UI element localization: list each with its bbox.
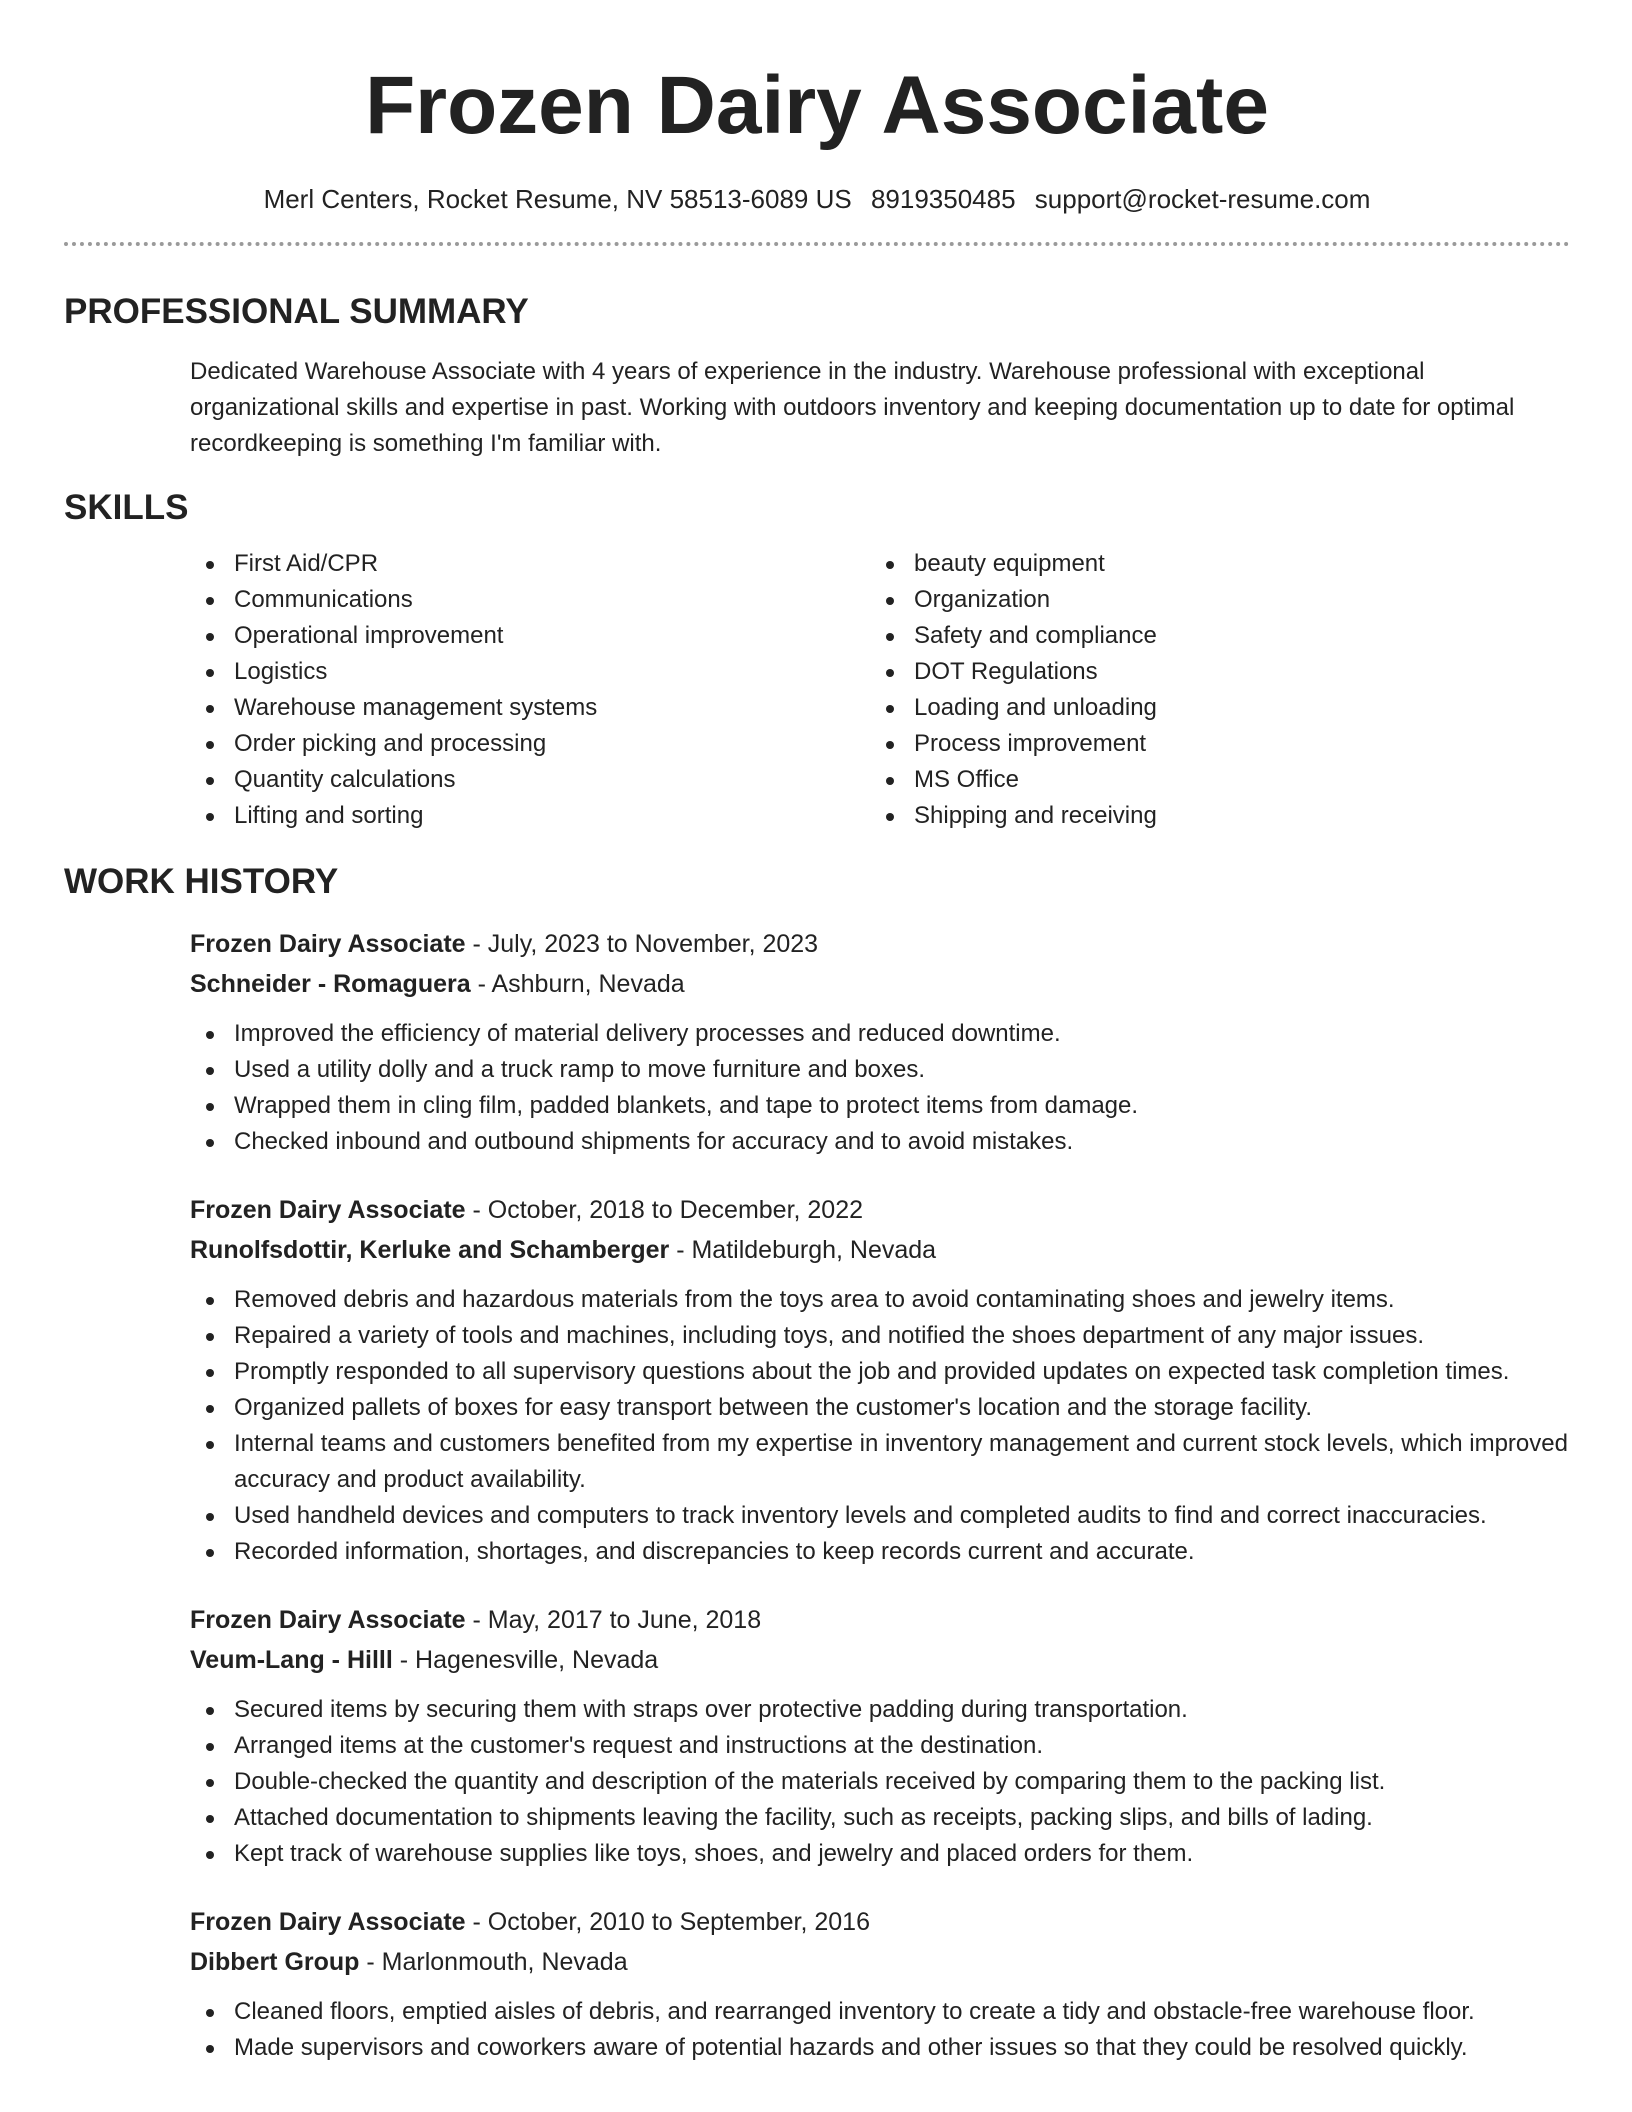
job-bullets [190, 1994, 1590, 2066]
job-bullet: Secured items by securing them with straps over protective padding during transportation. [190, 1692, 1590, 1728]
contact-address: Merl Centers, Rocket Resume, NV 58513-6089 US [263, 184, 852, 214]
resume-page [64, 0, 1570, 2066]
skill-item: MS Office [870, 762, 1550, 798]
work-history-section [64, 860, 1570, 2066]
skills-heading: SKILLS [64, 488, 189, 527]
contact-phone: 8919350485 [870, 184, 1016, 214]
resume-title: Frozen Dairy Associate [365, 60, 1269, 151]
skill-item: beauty equipment [870, 546, 1550, 582]
skill-item: Quantity calculations [190, 762, 870, 798]
skills-right-column [870, 546, 1550, 834]
skill-item: Safety and compliance [870, 618, 1550, 654]
job-location: - Matildeburgh, Nevada [669, 1236, 937, 1264]
job-title: Frozen Dairy Associate [190, 1606, 466, 1634]
job-company: Veum-Lang - Hilll [190, 1646, 393, 1674]
job-title: Frozen Dairy Associate [190, 930, 466, 958]
job-bullet: Promptly responded to all supervisory questions about the job and provided updates on expected task completion times. [190, 1354, 1590, 1390]
summary-heading: PROFESSIONAL SUMMARY [64, 292, 529, 331]
skills-columns [190, 546, 1570, 834]
skill-item: Lifting and sorting [190, 798, 870, 834]
job-bullet: Arranged items at the customer's request and instructions at the destination. [190, 1728, 1590, 1764]
job-bullet: Removed debris and hazardous materials from the toys area to avoid contaminating shoes and jewelry items. [190, 1282, 1590, 1318]
job-bullet: Organized pallets of boxes for easy transport between the customer's location and the storage facility. [190, 1390, 1590, 1426]
job-bullet: Cleaned floors, emptied aisles of debris, and rearranged inventory to create a tidy and obstacle-free warehouse floor. [190, 1994, 1590, 2030]
skill-item: Process improvement [870, 726, 1550, 762]
skill-item: Warehouse management systems [190, 690, 870, 726]
job-bullet: Kept track of warehouse supplies like toys, shoes, and jewelry and placed orders for them. [190, 1836, 1590, 1872]
skills-section [64, 486, 1570, 834]
job-location: - Ashburn, Nevada [470, 970, 685, 998]
job-title-line [190, 924, 1570, 964]
header-divider [64, 242, 1570, 246]
skill-item: Operational improvement [190, 618, 870, 654]
job-company-line [190, 964, 1570, 1004]
skill-item: DOT Regulations [870, 654, 1550, 690]
job-bullet: Made supervisors and coworkers aware of potential hazards and other issues so that they could be resolved quickly. [190, 2030, 1590, 2066]
summary-section [64, 290, 1570, 462]
job-bullet: Internal teams and customers benefited from my expertise in inventory management and current stock levels, which improved accuracy and product availability. [190, 1426, 1590, 1498]
skill-item: Logistics [190, 654, 870, 690]
job-entry [190, 1190, 1570, 1570]
skill-item: Organization [870, 582, 1550, 618]
skill-item: First Aid/CPR [190, 546, 870, 582]
job-bullet: Wrapped them in cling film, padded blankets, and tape to protect items from damage. [190, 1088, 1590, 1124]
job-company-line [190, 1942, 1570, 1982]
job-location: - Marlonmouth, Nevada [359, 1948, 628, 1976]
job-company-line [190, 1640, 1570, 1680]
job-title-line [190, 1902, 1570, 1942]
job-bullet: Recorded information, shortages, and discrepancies to keep records current and accurate. [190, 1534, 1590, 1570]
job-bullet: Used handheld devices and computers to track inventory levels and completed audits to find and correct inaccuracies. [190, 1498, 1590, 1534]
skill-item: Shipping and receiving [870, 798, 1550, 834]
job-entry [190, 924, 1570, 1160]
contact-email: support@rocket-resume.com [1034, 184, 1371, 214]
job-title-line [190, 1190, 1570, 1230]
job-bullets [190, 1016, 1590, 1160]
job-bullet: Used a utility dolly and a truck ramp to move furniture and boxes. [190, 1052, 1590, 1088]
job-company: Schneider - Romaguera [190, 970, 471, 998]
job-dates: - July, 2023 to November, 2023 [465, 930, 819, 958]
job-dates: - October, 2018 to December, 2022 [465, 1196, 864, 1224]
job-company-line [190, 1230, 1570, 1270]
job-location: - Hagenesville, Nevada [392, 1646, 659, 1674]
job-bullet: Checked inbound and outbound shipments for accuracy and to avoid mistakes. [190, 1124, 1590, 1160]
job-bullet: Improved the efficiency of material delivery processes and reduced downtime. [190, 1016, 1590, 1052]
job-entry [190, 1902, 1570, 2066]
job-company: Dibbert Group [190, 1948, 360, 1976]
skill-item: Loading and unloading [870, 690, 1550, 726]
skill-item: Order picking and processing [190, 726, 870, 762]
contact-line [64, 182, 1570, 216]
job-dates: - May, 2017 to June, 2018 [465, 1606, 762, 1634]
skills-left-column [190, 546, 870, 834]
job-bullet: Attached documentation to shipments leaving the facility, such as receipts, packing slips, and bills of lading. [190, 1800, 1590, 1836]
skill-item: Communications [190, 582, 870, 618]
summary-text: Dedicated Warehouse Associate with 4 years of experience in the industry. Warehouse professional with exceptional organizational skills and expertise in past. Working with outdoors inventory and keeping documentation up to date for optimal recordkeeping is something I'm familiar with. [190, 358, 1515, 457]
work-history-heading: WORK HISTORY [64, 862, 339, 901]
job-dates: - October, 2010 to September, 2016 [465, 1908, 870, 1936]
job-entry [190, 1600, 1570, 1872]
job-title-line [190, 1600, 1570, 1640]
job-bullet: Repaired a variety of tools and machines, including toys, and notified the shoes department of any major issues. [190, 1318, 1590, 1354]
job-bullet: Double-checked the quantity and description of the materials received by comparing them to the packing list. [190, 1764, 1590, 1800]
job-title: Frozen Dairy Associate [190, 1908, 466, 1936]
job-company: Runolfsdottir, Kerluke and Schamberger [190, 1236, 670, 1264]
job-title: Frozen Dairy Associate [190, 1196, 466, 1224]
job-bullets [190, 1282, 1590, 1570]
job-bullets [190, 1692, 1590, 1872]
